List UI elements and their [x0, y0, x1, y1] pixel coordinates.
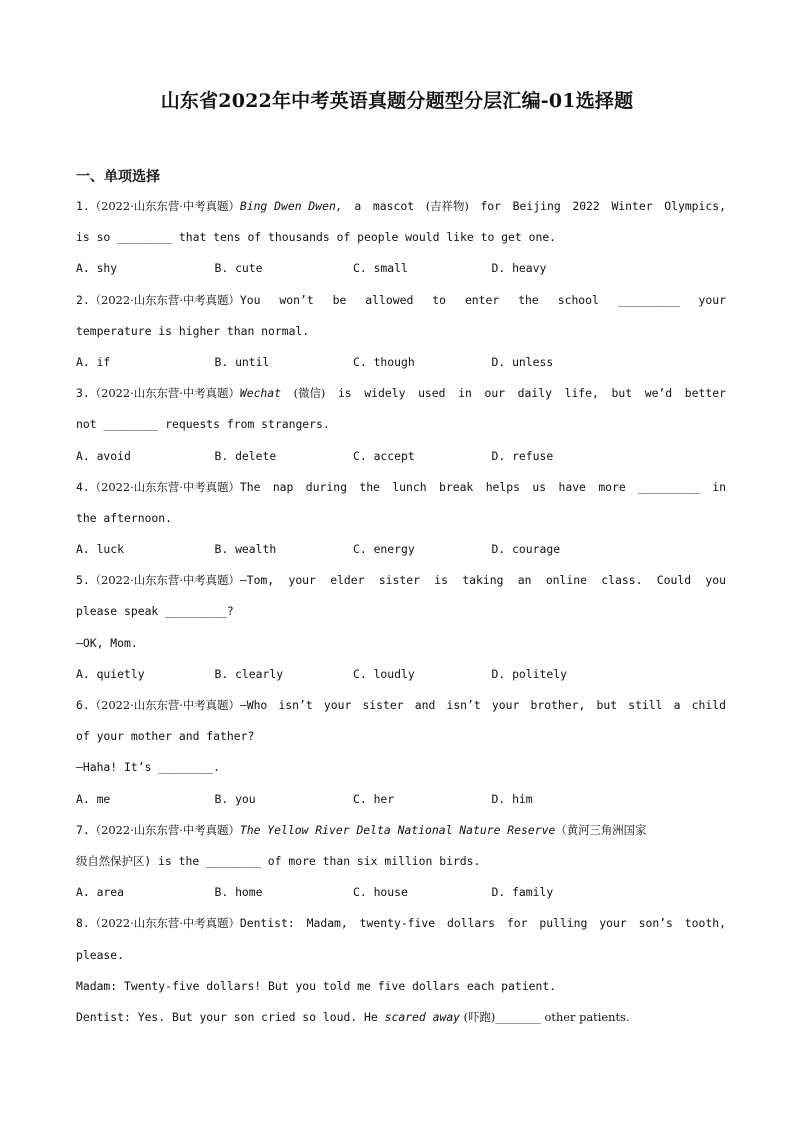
q7-options	[76, 877, 726, 908]
question-list	[76, 191, 726, 1033]
option-b[interactable]: B. home	[214, 885, 263, 900]
q5-line1: 5.（2022·山东东营·中考真题）—Tom, your elder sister is taking an online class. Could you	[76, 573, 726, 588]
q5-line3: —OK, Mom.	[76, 635, 138, 650]
q1-line1: 1.（2022·山东东营·中考真题）Bing Dwen Dwen, a mascot (吉祥物) for Beijing 2022 Winter Olympics,	[76, 199, 726, 213]
option-a[interactable]: A. me	[76, 791, 111, 806]
option-d[interactable]: D. politely	[491, 666, 567, 681]
q8-line4: Dentist: Yes. But your son cried so loud. He scared away (吓跑)________ other patients.	[76, 1009, 630, 1024]
q7-line2: 级自然保护区) is the ________ of more than six million birds.	[76, 853, 481, 868]
q4-line1: 4.（2022·山东东营·中考真题）The nap during the lunch break helps us have more _________ in	[76, 479, 726, 494]
option-d[interactable]: D. courage	[491, 542, 561, 557]
option-a[interactable]: A. avoid	[76, 448, 131, 463]
page-title: 山东省2022年中考英语真题分题型分层汇编-01选择题	[160, 90, 634, 112]
option-d[interactable]: D. unless	[491, 354, 554, 369]
source-tag: （2022·山东东营·中考真题）	[89, 916, 240, 931]
option-c[interactable]: C. accept	[353, 448, 415, 463]
q7-line1: 7.（2022·山东东营·中考真题）The Yellow River Delta National Nature Reserve（黄河三角洲国家	[76, 822, 647, 837]
option-c[interactable]: C. house	[353, 885, 408, 900]
q4-options	[76, 534, 726, 565]
option-b[interactable]: B. until	[214, 354, 270, 369]
option-a[interactable]: A. area	[76, 885, 125, 900]
option-d[interactable]: D. refuse	[491, 448, 554, 463]
option-c[interactable]: C. her	[353, 791, 395, 806]
q8-line2: please.	[76, 947, 125, 962]
option-a[interactable]: A. quietly	[76, 666, 145, 681]
q2-line1: 2.（2022·山东东营·中考真题）You won’t be allowed to enter the school _________ your	[76, 292, 726, 307]
option-a[interactable]: A. luck	[76, 542, 125, 557]
q3-line2: not ________ requests from strangers.	[76, 417, 330, 432]
option-b[interactable]: B. delete	[214, 448, 277, 463]
q2-options	[76, 347, 726, 378]
option-b[interactable]: B. cute	[214, 261, 263, 276]
option-a[interactable]: A. if	[76, 354, 111, 369]
option-c[interactable]: C. though	[353, 354, 415, 369]
q5-options	[76, 659, 726, 690]
q6-line2: of your mother and father?	[76, 729, 255, 744]
source-tag: （2022·山东东营·中考真题）	[89, 822, 240, 837]
q3-line1: 3.（2022·山东东营·中考真题）Wechat (微信) is widely used in our daily life, but we’d better	[76, 386, 726, 401]
option-a[interactable]: A. shy	[76, 261, 118, 276]
source-tag: （2022·山东东营·中考真题）	[89, 573, 240, 588]
option-c[interactable]: C. loudly	[353, 666, 415, 681]
option-d[interactable]: D. heavy	[491, 261, 547, 276]
q1-line2: is so ________ that tens of thousands of people would like to get one.	[76, 230, 557, 245]
q8-line3: Madam: Twenty-five dollars! But you told me five dollars each patient.	[76, 978, 557, 993]
option-d[interactable]: D. family	[491, 885, 554, 900]
source-tag: （2022·山东东营·中考真题）	[89, 479, 240, 494]
q3-options	[76, 441, 726, 472]
option-b[interactable]: B. you	[214, 791, 256, 806]
source-tag: （2022·山东东营·中考真题）	[89, 698, 240, 712]
option-c[interactable]: C. small	[353, 261, 408, 276]
q6-options	[76, 784, 726, 815]
option-b[interactable]: B. clearly	[214, 666, 284, 681]
q2-line2: temperature is higher than normal.	[76, 323, 310, 338]
q8-line1: 8.（2022·山东东营·中考真题）Dentist: Madam, twenty-five dollars for pulling your son’s tooth,	[76, 916, 726, 931]
source-tag: （2022·山东东营·中考真题）	[89, 199, 240, 213]
q4-line2: the afternoon.	[76, 510, 173, 525]
q6-line3: —Haha! It’s ________.	[76, 760, 221, 775]
option-b[interactable]: B. wealth	[214, 542, 277, 557]
q1-options	[76, 253, 726, 284]
q6-line1: 6.（2022·山东东营·中考真题）—Who isn’t your sister and isn’t your brother, but still a child	[76, 698, 726, 712]
option-c[interactable]: C. energy	[353, 542, 415, 557]
q5-line2: please speak _________?	[76, 604, 234, 619]
source-tag: （2022·山东东营·中考真题）	[89, 386, 240, 401]
source-tag: （2022·山东东营·中考真题）	[89, 292, 240, 307]
section-heading: 一、单项选择	[76, 169, 160, 185]
option-d[interactable]: D. him	[491, 791, 533, 806]
